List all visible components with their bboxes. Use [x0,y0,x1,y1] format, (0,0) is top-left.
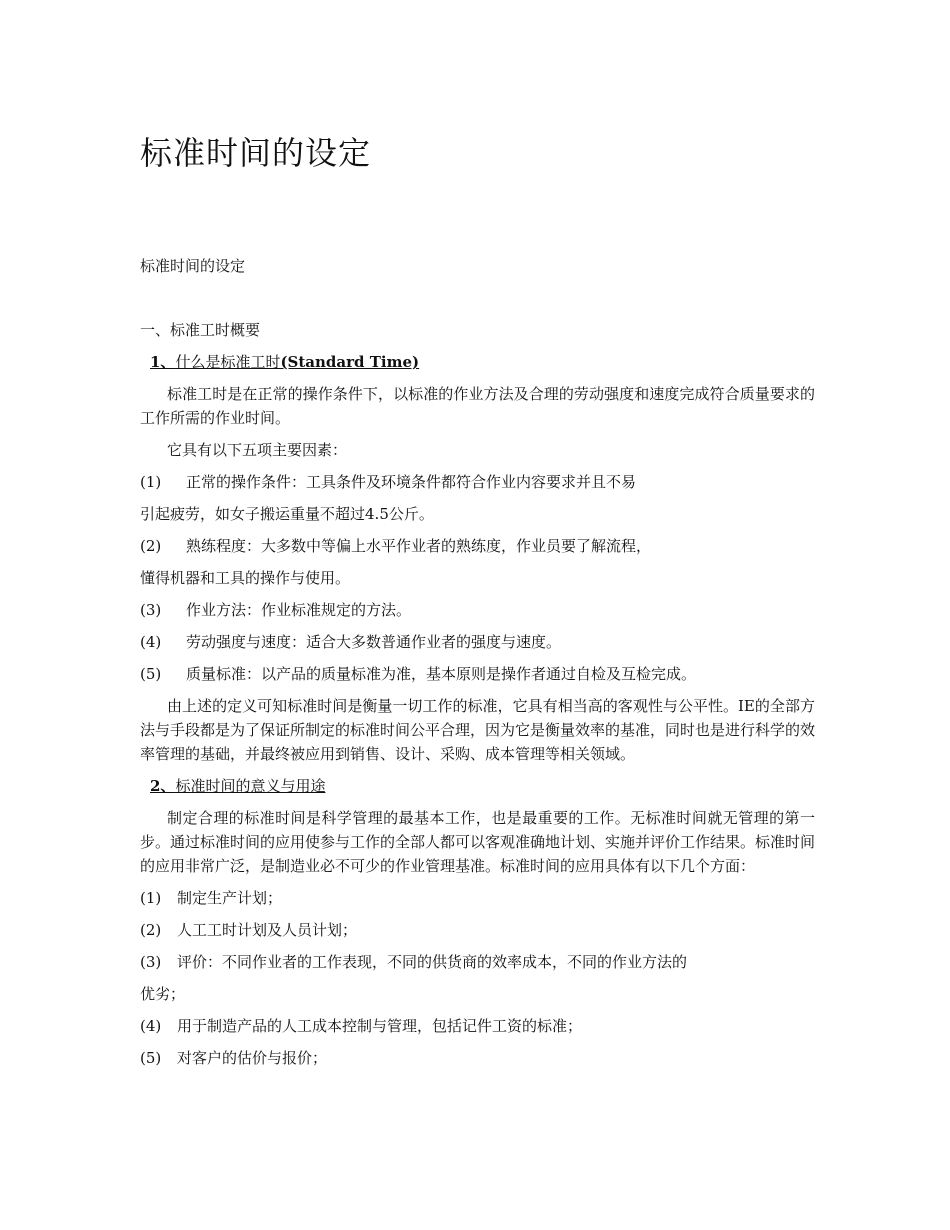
subsection-number: 1、 [150,353,176,371]
list-number: (3) [140,953,162,971]
paragraph: 由上述的定义可知标准时间是衡量一切工作的标准，它具有相当高的客观性与公平性。IE的全部方法与手段都是为了保证所制定的标准时间公平合理，因为它是衡量效率的基准，同时也是进行科学的效率管理的基础，并最终被应用到销售、设计、采购、成本管理等相关领域。 [140,697,816,763]
list-item [140,534,815,558]
list-item [140,470,815,494]
list-text: 人工工时计划及人员计划； [177,921,358,939]
subsection-heading-1 [150,350,815,374]
subsection-heading-2 [150,774,815,798]
list-number: (5) [140,1049,162,1067]
list-text: 作业方法：作业标准规定的方法。 [186,601,412,619]
list-number: (4) [140,1017,162,1035]
list-number: (4) [140,633,162,651]
list-text: 制定生产计划； [177,889,283,907]
list-continuation: 懂得机器和工具的操作与使用。 [140,569,351,587]
list-text: 正常的操作条件：工具条件及环境条件都符合作业内容要求并且不易 [186,473,637,491]
document-title: 标准时间的设定 [140,134,372,172]
subsection-title-en: (Standard Time) [280,353,420,371]
list-number: (5) [140,665,162,683]
list-item [140,1014,815,1038]
section-heading: 一、标准工时概要 [140,321,261,339]
subsection-title-cn: 什么是标准工时 [175,353,281,371]
list-item [140,630,815,654]
list-text: 用于制造产品的人工成本控制与管理，包括记件工资的标准； [177,1017,583,1035]
list-continuation: 优劣； [140,985,186,1003]
list-text: 质量标准：以产品的质量标准为准，基本原则是操作者通过自检及互检完成。 [186,665,697,683]
list-continuation: 引起疲劳，如女子搬运重量不超过4.5公斤。 [140,505,434,523]
list-item [140,598,815,622]
list-text: 对客户的估价与报价； [177,1049,328,1067]
list-item [140,950,815,974]
list-number: (3) [140,601,162,619]
paragraph: 它具有以下五项主要因素： [167,441,348,459]
list-text: 熟练程度：大多数中等偏上水平作业者的熟练度，作业员要了解流程， [186,537,652,555]
list-item [140,662,815,686]
document-body [140,318,815,1078]
list-item [140,918,815,942]
list-text: 劳动强度与速度：适合大多数普通作业者的强度与速度。 [186,633,562,651]
document-subtitle: 标准时间的设定 [140,257,246,275]
list-item [140,1046,815,1070]
paragraph: 标准工时是在正常的操作条件下，以标准的作业方法及合理的劳动强度和速度完成符合质量要求的工作所需的作业时间。 [140,385,815,427]
subsection-title-cn: 标准时间的意义与用途 [175,777,326,795]
list-text: 评价：不同作业者的工作表现，不同的供货商的效率成本，不同的作业方法的 [177,953,688,971]
paragraph: 制定合理的标准时间是科学管理的最基本工作，也是最重要的工作。无标准时间就无管理的第一步。通过标准时间的应用使参与工作的全部人都可以客观准确地计划、实施并评价工作结果。标准时间的应用非常广泛，是制造业必不可少的作业管理基准。标准时间的应用具体有以下几个方面： [140,809,816,875]
list-number: (2) [140,537,162,555]
list-number: (2) [140,921,162,939]
subsection-number: 2、 [150,777,176,795]
list-item [140,886,815,910]
list-number: (1) [140,473,162,491]
list-number: (1) [140,889,162,907]
